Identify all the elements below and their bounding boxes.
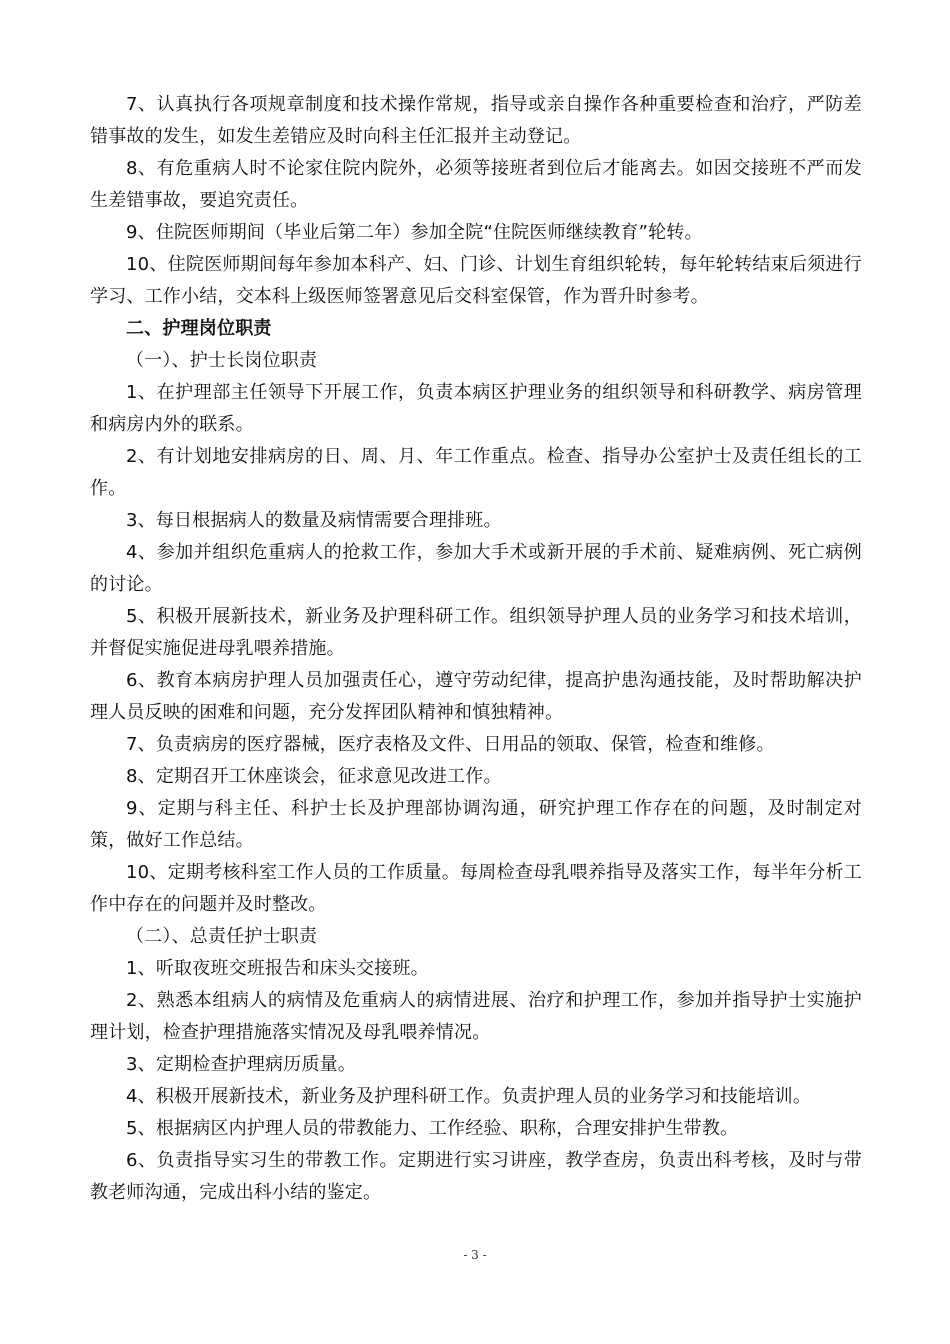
subsection-heading-head-nurse: （一）、护士长岗位职责 bbox=[126, 350, 318, 371]
paragraph-item-7-resident: 7、认真执行各项规章制度和技术操作常规，指导或亲自操作各种重要检查和治疗，严防差错事故的发生，如发生差错应及时向科主任汇报并主动登记。 bbox=[90, 94, 862, 147]
paragraph-chief-nurse-3: 3、定期检查护理病历质量。 bbox=[126, 1054, 357, 1075]
paragraph-head-nurse-6: 6、教育本病房护理人员加强责任心，遵守劳动纪律，提高护患沟通技能，及时帮助解决护理人员反映的困难和问题，充分发挥团队精神和慎独精神。 bbox=[90, 670, 862, 723]
section-heading-nursing: 二、护理岗位职责 bbox=[126, 318, 272, 339]
paragraph-head-nurse-3: 3、每日根据病人的数量及病情需要合理排班。 bbox=[126, 510, 502, 531]
paragraph-head-nurse-4: 4、参加并组织危重病人的抢救工作，参加大手术或新开展的手术前、疑难病例、死亡病例的讨论。 bbox=[90, 542, 862, 595]
paragraph-head-nurse-1: 1、在护理部主任领导下开展工作，负责本病区护理业务的组织领导和科研教学、病房管理和病房内外的联系。 bbox=[90, 382, 862, 435]
page-number: - 3 - bbox=[463, 1248, 487, 1262]
paragraph-item-9-resident: 9、住院医师期间（毕业后第二年）参加全院“住院医师继续教育”轮转。 bbox=[126, 222, 703, 243]
paragraph-head-nurse-10: 10、定期考核科室工作人员的工作质量。每周检查母乳喂养指导及落实工作，每半年分析工作中存在的问题并及时整改。 bbox=[90, 862, 862, 915]
paragraph-head-nurse-5: 5、积极开展新技术，新业务及护理科研工作。组织领导护理人员的业务学习和技术培训，并督促实施促进母乳喂养措施。 bbox=[90, 606, 862, 659]
paragraph-head-nurse-7: 7、负责病房的医疗器械，医疗表格及文件、日用品的领取、保管，检查和维修。 bbox=[126, 734, 775, 755]
paragraph-item-10-resident: 10、住院医师期间每年参加本科产、妇、门诊、计划生育组织轮转，每年轮转结束后须进行学习、工作小结，交本科上级医师签署意见后交科室保管，作为晋升时参考。 bbox=[90, 254, 862, 307]
paragraph-head-nurse-2: 2、有计划地安排病房的日、周、月、年工作重点。检查、指导办公室护士及责任组长的工作。 bbox=[90, 446, 862, 499]
paragraph-item-8-resident: 8、有危重病人时不论家住院内院外，必须等接班者到位后才能离去。如因交接班不严而发生差错事故，要追究责任。 bbox=[90, 158, 862, 211]
paragraph-chief-nurse-6: 6、负责指导实习生的带教工作。定期进行实习讲座，教学查房，负责出科考核，及时与带教老师沟通，完成出科小结的鉴定。 bbox=[90, 1150, 862, 1203]
paragraph-chief-nurse-1: 1、听取夜班交班报告和床头交接班。 bbox=[126, 958, 429, 979]
paragraph-head-nurse-8: 8、定期召开工休座谈会，征求意见改进工作。 bbox=[126, 766, 502, 787]
document-body bbox=[90, 89, 862, 1209]
subsection-heading-chief-nurse: （二）、总责任护士职责 bbox=[126, 926, 318, 947]
paragraph-chief-nurse-5: 5、根据病区内护理人员的带教能力、工作经验、职称，合理安排护生带教。 bbox=[126, 1118, 739, 1139]
paragraph-chief-nurse-4: 4、积极开展新技术，新业务及护理科研工作。负责护理人员的业务学习和技能培训。 bbox=[126, 1086, 812, 1107]
paragraph-chief-nurse-2: 2、熟悉本组病人的病情及危重病人的病情进展、治疗和护理工作，参加并指导护士实施护理计划，检查护理措施落实情况及母乳喂养情况。 bbox=[90, 990, 862, 1043]
paragraph-head-nurse-9: 9、定期与科主任、科护士长及护理部协调沟通，研究护理工作存在的问题，及时制定对策，做好工作总结。 bbox=[90, 798, 862, 851]
